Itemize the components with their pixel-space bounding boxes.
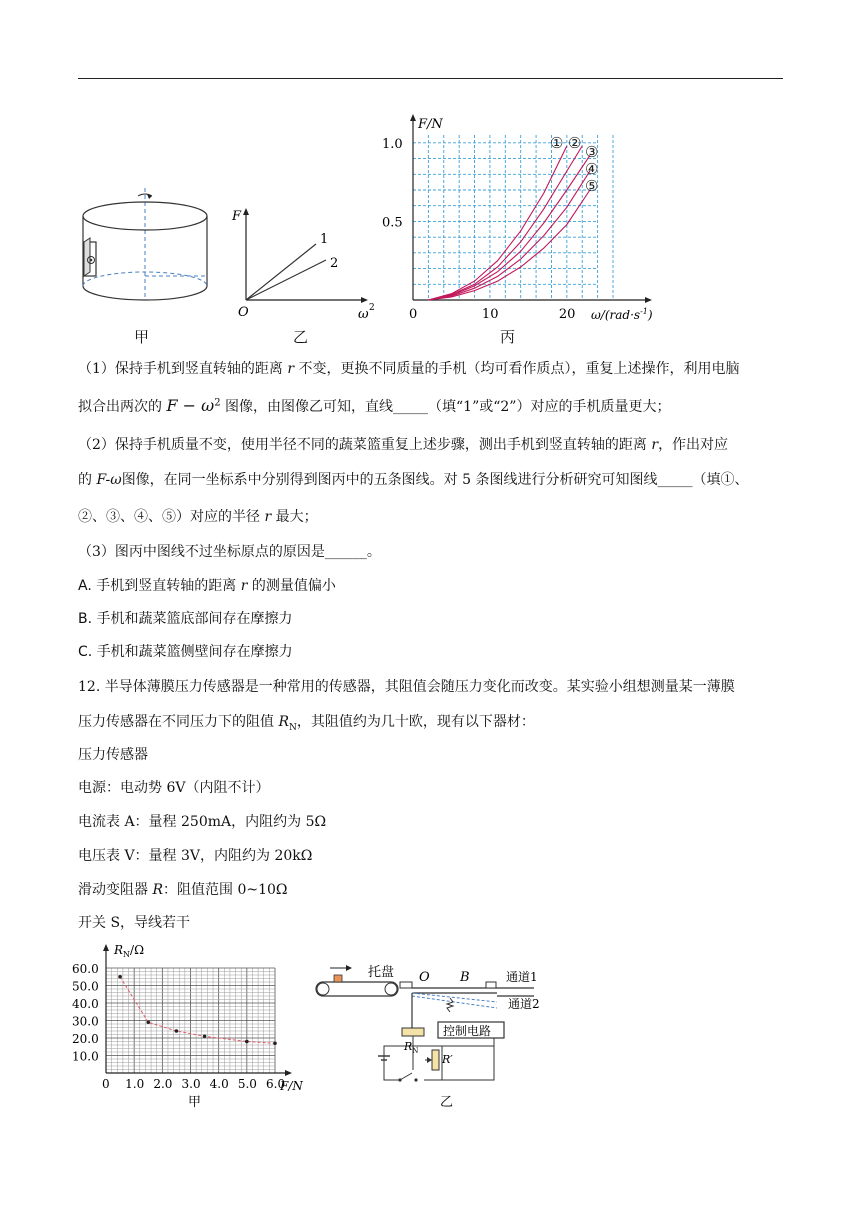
rn-x-tick-2: 2.0	[153, 1077, 173, 1091]
bing-x-tick-2: 20	[558, 307, 576, 322]
bing-x-tick-1: 10	[481, 307, 499, 322]
question-2-line-1: （2）保持手机质量不变，使用半径不同的蔬菜篮重复上述步骤，测出手机到竖直转轴的距离 r，作出对应	[78, 437, 729, 453]
bing-x-axis-label: $\omega/(rad\cdot s^{-1})$	[591, 307, 653, 322]
rn-caption: 甲	[188, 1095, 202, 1110]
rn-y-tick-3: 30.0	[72, 1014, 99, 1029]
header-rule	[78, 78, 783, 79]
rn-point-0	[118, 975, 122, 979]
rn-x-tick-6: 6.0	[266, 1077, 286, 1091]
rn-x-tick-3: 3.0	[181, 1077, 201, 1091]
circuit-caption: 乙	[440, 1095, 454, 1108]
control-circuit-label: 控制电路	[443, 1024, 492, 1038]
option-b: B. 手机和蔬菜篮底部间存在摩擦力	[78, 611, 293, 627]
question-3: （3）图丙中图线不过坐标原点的原因是______。	[78, 544, 381, 560]
figure-yi-graph	[228, 200, 378, 325]
bing-curve-label-1: ①	[550, 134, 564, 152]
yi-line1-label: 1	[320, 232, 329, 247]
figure-yi-caption: 乙	[293, 328, 309, 346]
bing-y-tick-0: 1.0	[382, 136, 403, 152]
package	[334, 975, 342, 982]
yi-x-axis-sup: 2	[369, 303, 375, 313]
rn-y-tick-5: 10.0	[72, 1049, 99, 1064]
rn-y-tick-0: 60.0	[72, 962, 99, 976]
question-2-line-3: ②、③、④、⑤）对应的半径 r 最大；	[78, 509, 318, 525]
rn-x-tick-0: 0	[102, 1077, 110, 1091]
equipment-4: 电压表 V：量程 3V，内阻约为 20kΩ	[78, 848, 313, 864]
bing-curve-label-3: ③	[585, 143, 599, 161]
channel1-label: 通道1	[506, 970, 538, 984]
equipment-1: 压力传感器	[78, 747, 148, 763]
question-12-line-2: 压力传感器在不同压力下的阻值 $R_N$，其阻值约为几十欧，现有以下器材：	[78, 714, 535, 733]
rn-point-5	[273, 1041, 277, 1045]
equipment-6: 开关 S，导线若干	[78, 915, 191, 931]
figure-circuit	[312, 960, 552, 1108]
rn-y-axis-label: $R_N/\Omega$	[114, 943, 145, 959]
rn-point-4	[245, 1040, 249, 1044]
equipment-5: 滑动变阻器 R：阻值范围 0~10Ω	[78, 882, 288, 898]
bing-curve-label-4: ④	[585, 160, 599, 178]
rn-x-tick-4: 4.0	[209, 1077, 229, 1091]
figure-bing-caption: 丙	[500, 328, 516, 346]
option-c: C. 手机和蔬菜篮侧壁间存在摩擦力	[78, 644, 293, 660]
pivot-label: O	[419, 970, 430, 985]
figure-rn-chart	[70, 940, 315, 1110]
rn-x-tick-1: 1.0	[125, 1077, 145, 1091]
yi-x-axis-label: ω	[358, 307, 369, 322]
figure-bing-chart	[378, 110, 660, 326]
yi-origin-label: O	[238, 305, 249, 320]
yi-line2-label: 2	[330, 256, 339, 271]
line-1	[246, 244, 316, 300]
rn-label: $R_N$	[404, 1040, 419, 1055]
rn-x-axis-label: F/N	[280, 1079, 303, 1093]
b-label: B	[460, 970, 470, 985]
bing-y-axis-label: F/N	[418, 117, 443, 132]
rprime-resistor	[432, 1050, 439, 1070]
rn-y-tick-1: 50.0	[72, 979, 99, 994]
rn-sensor	[402, 1028, 424, 1036]
tray-label: 托盘	[368, 965, 395, 980]
bing-curve-label-5: ⑤	[585, 177, 599, 195]
rn-point-1	[146, 1020, 150, 1024]
figure-jia-caption: 甲	[134, 328, 150, 346]
question-2-line-2: 的 F-ω图像，在同一坐标系中分别得到图丙中的五条图线。对 5 条图线进行分析研究可知图线_____（填①、	[78, 472, 749, 488]
line-2	[246, 260, 326, 300]
rn-x-tick-5: 5.0	[237, 1077, 257, 1091]
yi-y-axis-label: F	[232, 209, 242, 224]
rn-y-tick-4: 20.0	[72, 1032, 99, 1046]
equipment-2: 电源：电动势 6V（内阻不计）	[78, 780, 270, 796]
question-1-line-2: 拟合出两次的 $F - \omega^2$ 图像，由图像乙可知，直线_____（填“1”或“2”）对应的手机质量更大；	[78, 396, 671, 415]
rprime-label: R′	[442, 1053, 453, 1066]
rn-y-tick-2: 40.0	[72, 997, 99, 1011]
question-1-line-1: （1）保持手机到竖直转轴的距离 r 不变，更换不同质量的手机（均可看作质点），重复上述操作，利用电脑	[78, 361, 740, 377]
equipment-3: 电流表 A：量程 250mA，内阻约为 5Ω	[78, 814, 327, 830]
bing-series-line-3	[428, 155, 590, 300]
channel2-label: 通道2	[508, 997, 540, 1011]
option-a: A. 手机到竖直转轴的距离 r 的测量值偏小	[78, 578, 336, 594]
question-12-line-1: 12. 半导体薄膜压力传感器是一种常用的传感器，其阻值会随压力变化而改变。某实验小组想测量某一薄膜	[78, 679, 735, 695]
bing-curve-label-2: ②	[568, 134, 582, 152]
bing-x-tick-0: 0	[409, 307, 418, 322]
figure-jia-basket	[70, 180, 220, 320]
bing-y-tick-1: 0.5	[382, 215, 403, 231]
rn-point-3	[203, 1034, 207, 1038]
rn-point-2	[175, 1029, 179, 1033]
